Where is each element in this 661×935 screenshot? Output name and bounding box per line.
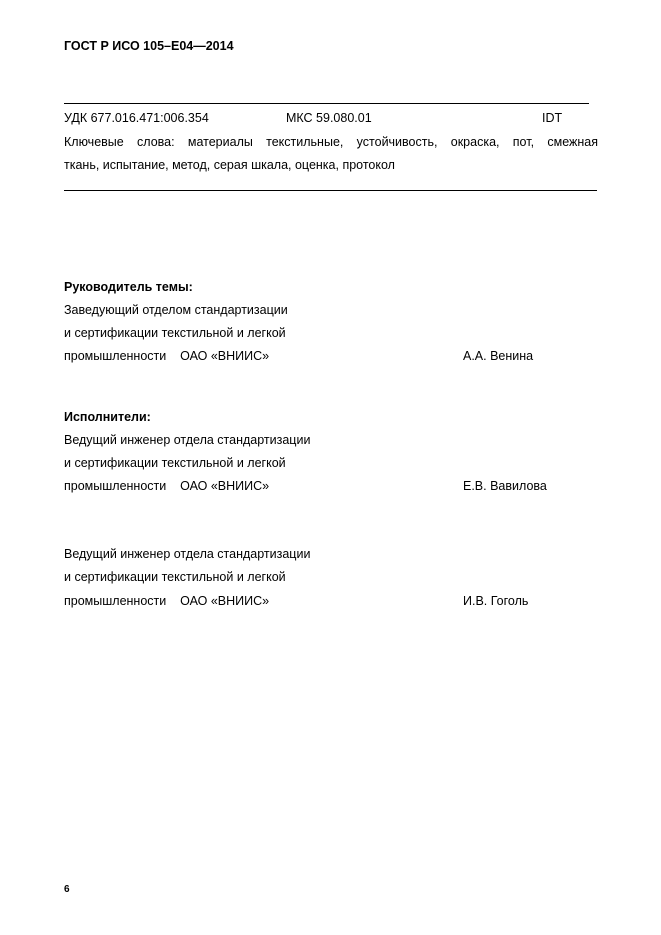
leader-position-line-1: Заведующий отделом стандартизации (64, 303, 288, 317)
performer-2-organization: промышленности ОАО «ВНИИС» (64, 594, 270, 608)
mks-code: МКС 59.080.01 (286, 111, 372, 125)
idt-label: IDT (542, 111, 563, 125)
performer-1-position-line-1: Ведущий инженер отдела стандартизации (64, 433, 311, 447)
page-number: 6 (64, 884, 70, 895)
performer-2-position-line-1: Ведущий инженер отдела стандартизации (64, 547, 311, 561)
top-divider-line (64, 103, 589, 104)
leader-position-line-2: и сертификации текстильной и легкой (64, 326, 286, 340)
performer-1-organization: промышленности ОАО «ВНИИС» (64, 479, 270, 493)
performer-2-position-line-2: и сертификации текстильной и легкой (64, 570, 286, 584)
performer-1-position-line-2: и сертификации текстильной и легкой (64, 456, 286, 470)
leader-name: А.А. Венина (463, 349, 534, 363)
leader-heading: Руководитель темы: (64, 280, 193, 294)
performer-2-name: И.В. Гоголь (463, 594, 529, 608)
performers-heading: Исполнители: (64, 410, 151, 424)
leader-organization: промышленности ОАО «ВНИИС» (64, 349, 270, 363)
keywords-line-1: Ключевые слова: материалы текстильные, устойчивость, окраска, пот, смежная (64, 135, 598, 149)
keywords-line-2: ткань, испытание, метод, серая шкала, оценка, протокол (64, 158, 395, 172)
document-header-title: ГОСТ Р ИСО 105–E04—2014 (64, 39, 234, 53)
udk-code: УДК 677.016.471:006.354 (64, 111, 209, 125)
performer-1-name: Е.В. Вавилова (463, 479, 547, 493)
bottom-divider-line (64, 190, 597, 191)
